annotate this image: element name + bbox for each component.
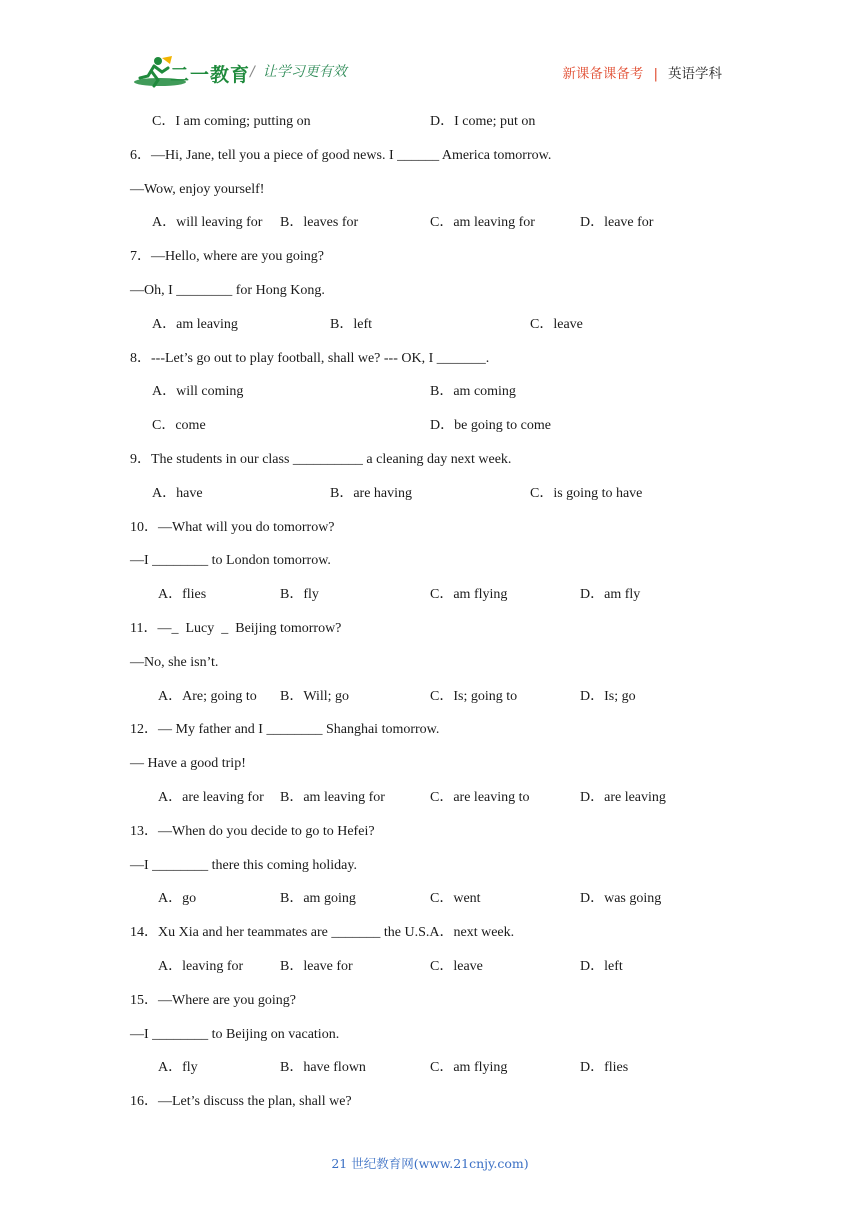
answer-option: B．am coming [430,384,516,400]
answer-option: C．are leaving to [430,789,530,805]
answer-option: D．Is; go [580,688,636,704]
options-line [130,953,730,987]
answer-option: A．are leaving for [158,789,264,805]
answer-option: B．Will; go [280,688,350,704]
answer-option: A．am leaving [152,316,238,332]
question-line: —No, she isn’t. [130,654,219,670]
answer-option: D．am fly [580,587,641,603]
options-line [130,108,730,142]
answer-option: B．am leaving for [280,789,385,805]
options-line [130,311,730,345]
answer-option: A．have [152,485,203,501]
question-line: —I ________ to London tomorrow. [130,553,331,569]
answer-option: C．am flying [430,587,508,603]
header-subject: 英语学科 [668,66,722,82]
slogan-text: 让学习更有效 [262,64,347,80]
header-separator: | [653,66,658,82]
answer-option: A．will leaving for [152,215,263,231]
answer-option: A．go [158,891,197,907]
answer-option: B．left [330,316,372,332]
options-line [130,1054,730,1088]
answer-option: D．was going [580,891,662,907]
exercise-content [130,108,730,1122]
question-line: 13．—When do you decide to go to Hefei? [130,823,375,839]
options-line [130,581,730,615]
question-line: — Have a good trip! [130,756,246,772]
answer-option: B．have flown [280,1060,366,1076]
page-header [0,0,860,100]
header-brand: 新课备课备考 [562,66,644,82]
slogan: / 让学习更有效 [250,64,347,80]
options-line [130,209,730,243]
options-line [130,784,730,818]
question-line: 7．—Hello, where are you going? [130,249,324,265]
answer-option: C．went [430,891,481,907]
answer-option: C．come [152,418,206,434]
question-line: 11．—_ Lucy _ Beijing tomorrow? [130,620,342,636]
options-line [130,885,730,919]
answer-option: C．am flying [430,1060,508,1076]
answer-option: C．am leaving for [430,215,535,231]
answer-option: D．left [580,958,623,974]
question-line: —Wow, enjoy yourself! [130,181,265,197]
answer-option: A．fly [158,1060,198,1076]
answer-option: B．am going [280,891,356,907]
options-line [130,378,730,412]
question-line: 6．—Hi, Jane, tell you a piece of good news. I ______ America tomorrow. [130,147,552,163]
answer-option: A．Are; going to [158,688,257,704]
options-line [130,480,730,514]
question-line: 9．The students in our class __________ a cleaning day next week. [130,451,512,467]
question-line: —I ________ to Beijing on vacation. [130,1026,340,1042]
answer-option: C．leave [530,316,583,332]
answer-option: D．are leaving [580,789,666,805]
answer-option: B．leaves for [280,215,359,231]
answer-option: D．I come; put on [430,114,536,129]
answer-option: B．are having [330,485,413,501]
options-line [130,412,730,446]
question-line: —Oh, I ________ for Hong Kong. [130,282,325,298]
question-line: 16．—Let’s discuss the plan, shall we? [130,1094,352,1110]
answer-option: A．leaving for [158,958,244,974]
header-right [562,62,722,82]
answer-option: D．be going to come [430,418,551,434]
question-line: —I ________ there this coming holiday. [130,857,357,873]
answer-option: C．I am coming; putting on [152,114,311,129]
answer-option: B．fly [280,587,319,603]
answer-option: C．is going to have [530,485,643,501]
page-footer: 21 世纪教育网(www.21cnjy.com) [331,1156,529,1171]
answer-option: D．leave for [580,215,654,231]
question-line: 15．—Where are you going? [130,992,296,1008]
answer-option: D．flies [580,1060,629,1076]
options-line [130,683,730,717]
question-line: 12．— My father and I ________ Shanghai tomorrow. [130,722,440,738]
answer-option: C．Is; going to [430,688,518,704]
answer-option: C．leave [430,958,483,974]
question-line: 10．—What will you do tomorrow? [130,519,335,535]
logo-text: 二一教育 [170,64,251,86]
answer-option: A．will coming [152,384,244,400]
answer-option: A．flies [158,587,207,603]
question-line: 8．---Let’s go out to play football, shall we? --- OK, I _______. [130,350,490,366]
answer-option: B．leave for [280,958,353,974]
question-line: 14．Xu Xia and her teammates are _______ the U.S.A．next week. [130,925,515,941]
